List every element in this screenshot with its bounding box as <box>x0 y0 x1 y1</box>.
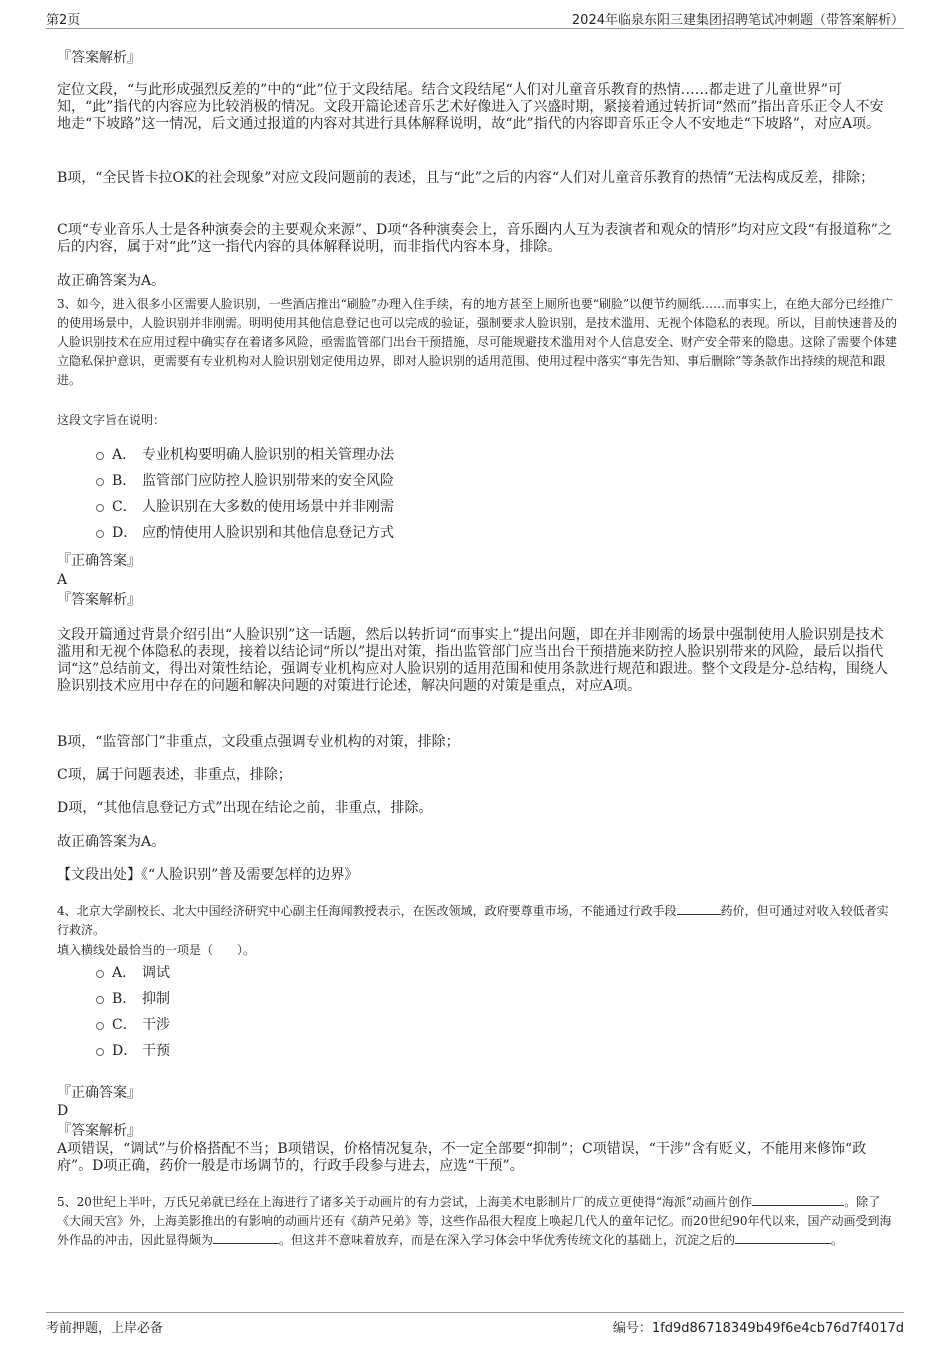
q3-analysis-tag: 『答案解析』 <box>57 592 141 608</box>
radio-icon[interactable] <box>96 530 104 538</box>
q4-option-d[interactable] <box>96 1042 170 1060</box>
option-text: 抑制 <box>142 991 170 1007</box>
q5-stem <box>57 1193 897 1250</box>
option-key: A． <box>112 965 137 981</box>
document-title: 2024年临泉东阳三建集团招聘笔试冲刺题（带答案解析） <box>571 13 904 28</box>
q4-analysis: A项错误，“调试”与价格搭配不当；B项错误，价格情况复杂，不一定全部要“抑制”；C项错误，“干涉”含有贬义，不能用来修饰“政府”。D项正确，药价一般是市场调节的，行政手段参与进去，应选“干预”。 <box>57 1141 867 1174</box>
q3-analysis-p2: B项，“监管部门”非重点，文段重点强调专业机构的对策，排除； <box>57 734 460 750</box>
radio-icon[interactable] <box>96 1022 104 1030</box>
fill-blank <box>213 1231 279 1244</box>
q4-option-c[interactable] <box>96 1016 170 1034</box>
option-text: 人脸识别在大多数的使用场景中并非刚需 <box>142 499 394 515</box>
q3-answer-tag: 『正确答案』 <box>57 553 141 569</box>
q3-analysis-p3: C项，属于问题表述，非重点，排除； <box>57 767 292 783</box>
q4-prompt: 填入横线处最恰当的一项是（ ）。 <box>57 943 256 957</box>
option-key: D． <box>112 1043 138 1059</box>
document-id: 编号：1fd9d86718349b49f6e4cb76d7f4017d <box>612 1321 904 1336</box>
q3-option-c[interactable] <box>96 498 394 516</box>
option-text: 应酌情使用人脸识别和其他信息登记方式 <box>142 525 394 541</box>
fill-blank <box>677 902 721 915</box>
q2-answer-line: 故正确答案为A。 <box>57 273 166 289</box>
q2-analysis-p2: B项，“全民皆卡拉OK的社会现象”对应文段问题前的表述，且与“此”之后的内容“人们对儿童音乐教育的热情”无法构成反差，排除； <box>57 170 875 186</box>
q5-stem-part1: 5、20世纪上半叶，万氏兄弟就已经在上海进行了诸多关于动画片的有力尝试，上海美术电影制片厂的成立更使得“海派”动画片创作 <box>57 1195 753 1209</box>
option-key: C． <box>112 1017 137 1033</box>
q4-option-b[interactable] <box>96 990 170 1008</box>
page-header <box>46 6 904 29</box>
page-footer <box>46 1312 904 1341</box>
q3-option-d[interactable] <box>96 524 394 542</box>
q3-stem: 3、如今，进入很多小区需要人脸识别，一些酒店推出“刷脸”办理入住手续，有的地方甚至上厕所也要“刷脸”以便节约厕纸……而事实上，在绝大部分已经推广的使用场景中，人脸识别并非刚需。明明使用其他信息登记也可以完成的验证，强制要求人脸识别，是技术滥用、无视个体隐私的表现。所以，目前快速普及的人脸识别技术在应用过程中确实存在着诸多风险，亟需监管部门出台干预措施，尽可能规避技术滥用对个人信息安全、财产安全带来的隐患。这除了需要个体建立隐私保护意识，更需要有专业机构对人脸识别划定使用边界，即对人脸识别的适用范围、使用过程中落实“事先告知、事后删除”等条款作出持续的规范和跟进。 <box>57 297 898 387</box>
radio-icon[interactable] <box>96 970 104 978</box>
option-text: 调试 <box>142 965 170 981</box>
option-key: B． <box>112 991 137 1007</box>
option-text: 干涉 <box>142 1017 170 1033</box>
option-text: 监管部门应防控人脸识别带来的安全风险 <box>142 473 394 489</box>
q2-analysis-p3: C项“专业音乐人士是各种演奏会的主要观众来源”、D项“各种演奏会上，音乐圈内人互为表演者和观众的情形”均对应文段“有报道称”之后的内容，属于对“此”这一指代内容的具体解释说明，而非指代内容本身，排除。 <box>57 222 892 255</box>
q3-source: 【文段出处】《“人脸识别”普及需要怎样的边界》 <box>57 867 359 883</box>
option-key: A． <box>112 447 137 463</box>
fill-blank <box>735 1231 831 1244</box>
radio-icon[interactable] <box>96 996 104 1004</box>
radio-icon[interactable] <box>96 504 104 512</box>
q5-stem-part2: 。除了《大闹天宫》外，上海美影推出的有影响的动画片还有《葫芦兄弟》等，这些作品很大程度上唤起几代人的童年记忆。而20世纪90年代以来，国产动画受到海外作品的冲击，因此显得颇为 <box>57 1195 892 1247</box>
q4-answer: D <box>57 1103 69 1119</box>
q4-stem <box>57 902 897 940</box>
q4-option-a[interactable] <box>96 964 170 982</box>
option-key: C． <box>112 499 137 515</box>
q4-analysis-tag: 『答案解析』 <box>57 1123 141 1139</box>
fill-blank <box>752 1193 844 1206</box>
q3-prompt: 这段文字旨在说明： <box>57 413 166 427</box>
q5-stem-part3: 。但这并不意味着放弃，而是在深入学习体会中华优秀传统文化的基础上，沉淀之后的 <box>279 1233 736 1247</box>
q2-analysis-tag: 『答案解析』 <box>57 50 141 66</box>
radio-icon[interactable] <box>96 478 104 486</box>
q4-answer-tag: 『正确答案』 <box>57 1085 141 1101</box>
q4-stem-part2: 药价，但可通过对收入较低者实行救济。 <box>57 904 889 937</box>
radio-icon[interactable] <box>96 452 104 460</box>
q3-option-a[interactable] <box>96 446 394 464</box>
option-key: B． <box>112 473 137 489</box>
page-number: 第2页 <box>46 13 81 28</box>
radio-icon[interactable] <box>96 1048 104 1056</box>
q2-analysis-p1: 定位文段，“与此形成强烈反差的”中的“此”位于文段结尾。结合文段结尾“人们对儿童音乐教育的热情……都走进了儿童世界”可知，“此”指代的内容应为比较消极的情况。文段开篇论述音乐艺术好像进入了兴盛时期，紧接着通过转折词“然而”指出音乐正令人不安地走“下坡路”这一情况，后文通过报道的内容对其进行具体解释说明，故“此”指代的内容即音乐正令人不安地走“下坡路”，对应A项。 <box>57 82 884 132</box>
q3-option-b[interactable] <box>96 472 394 490</box>
option-text: 专业机构要明确人脸识别的相关管理办法 <box>142 447 394 463</box>
q3-answer-line: 故正确答案为A。 <box>57 834 166 850</box>
option-key: D． <box>112 525 138 541</box>
q4-stem-part1: 4、北京大学副校长、北大中国经济研究中心副主任海闻教授表示，在医改领域，政府要尊重市场，不能通过行政手段 <box>57 904 677 918</box>
option-text: 干预 <box>142 1043 170 1059</box>
q3-analysis-p1: 文段开篇通过背景介绍引出“人脸识别”这一话题，然后以转折词“而事实上”提出问题，即在并非刚需的场景中强制使用人脸识别是技术滥用和无视个体隐私的表现，接着以结论词“所以”提出对策，指出监管部门应当出台干预措施来防控人脸识别带来的风险，最后以指代词“这”总结前文，得出对策性结论，强调专业机构应对人脸识别的适用范围和使用条款进行规范和跟进。整个文段是分-总结构，围绕人脸识别技术应用中存在的问题和解决问题的对策进行论述，解决问题的对策是重点，对应A项。 <box>57 627 889 694</box>
footer-slogan: 考前押题，上岸必备 <box>46 1321 164 1336</box>
q3-answer: A <box>57 572 68 588</box>
q5-stem-part4: 。 <box>831 1233 844 1247</box>
q3-analysis-p4: D项，“其他信息登记方式”出现在结论之前，非重点，排除。 <box>57 800 433 816</box>
